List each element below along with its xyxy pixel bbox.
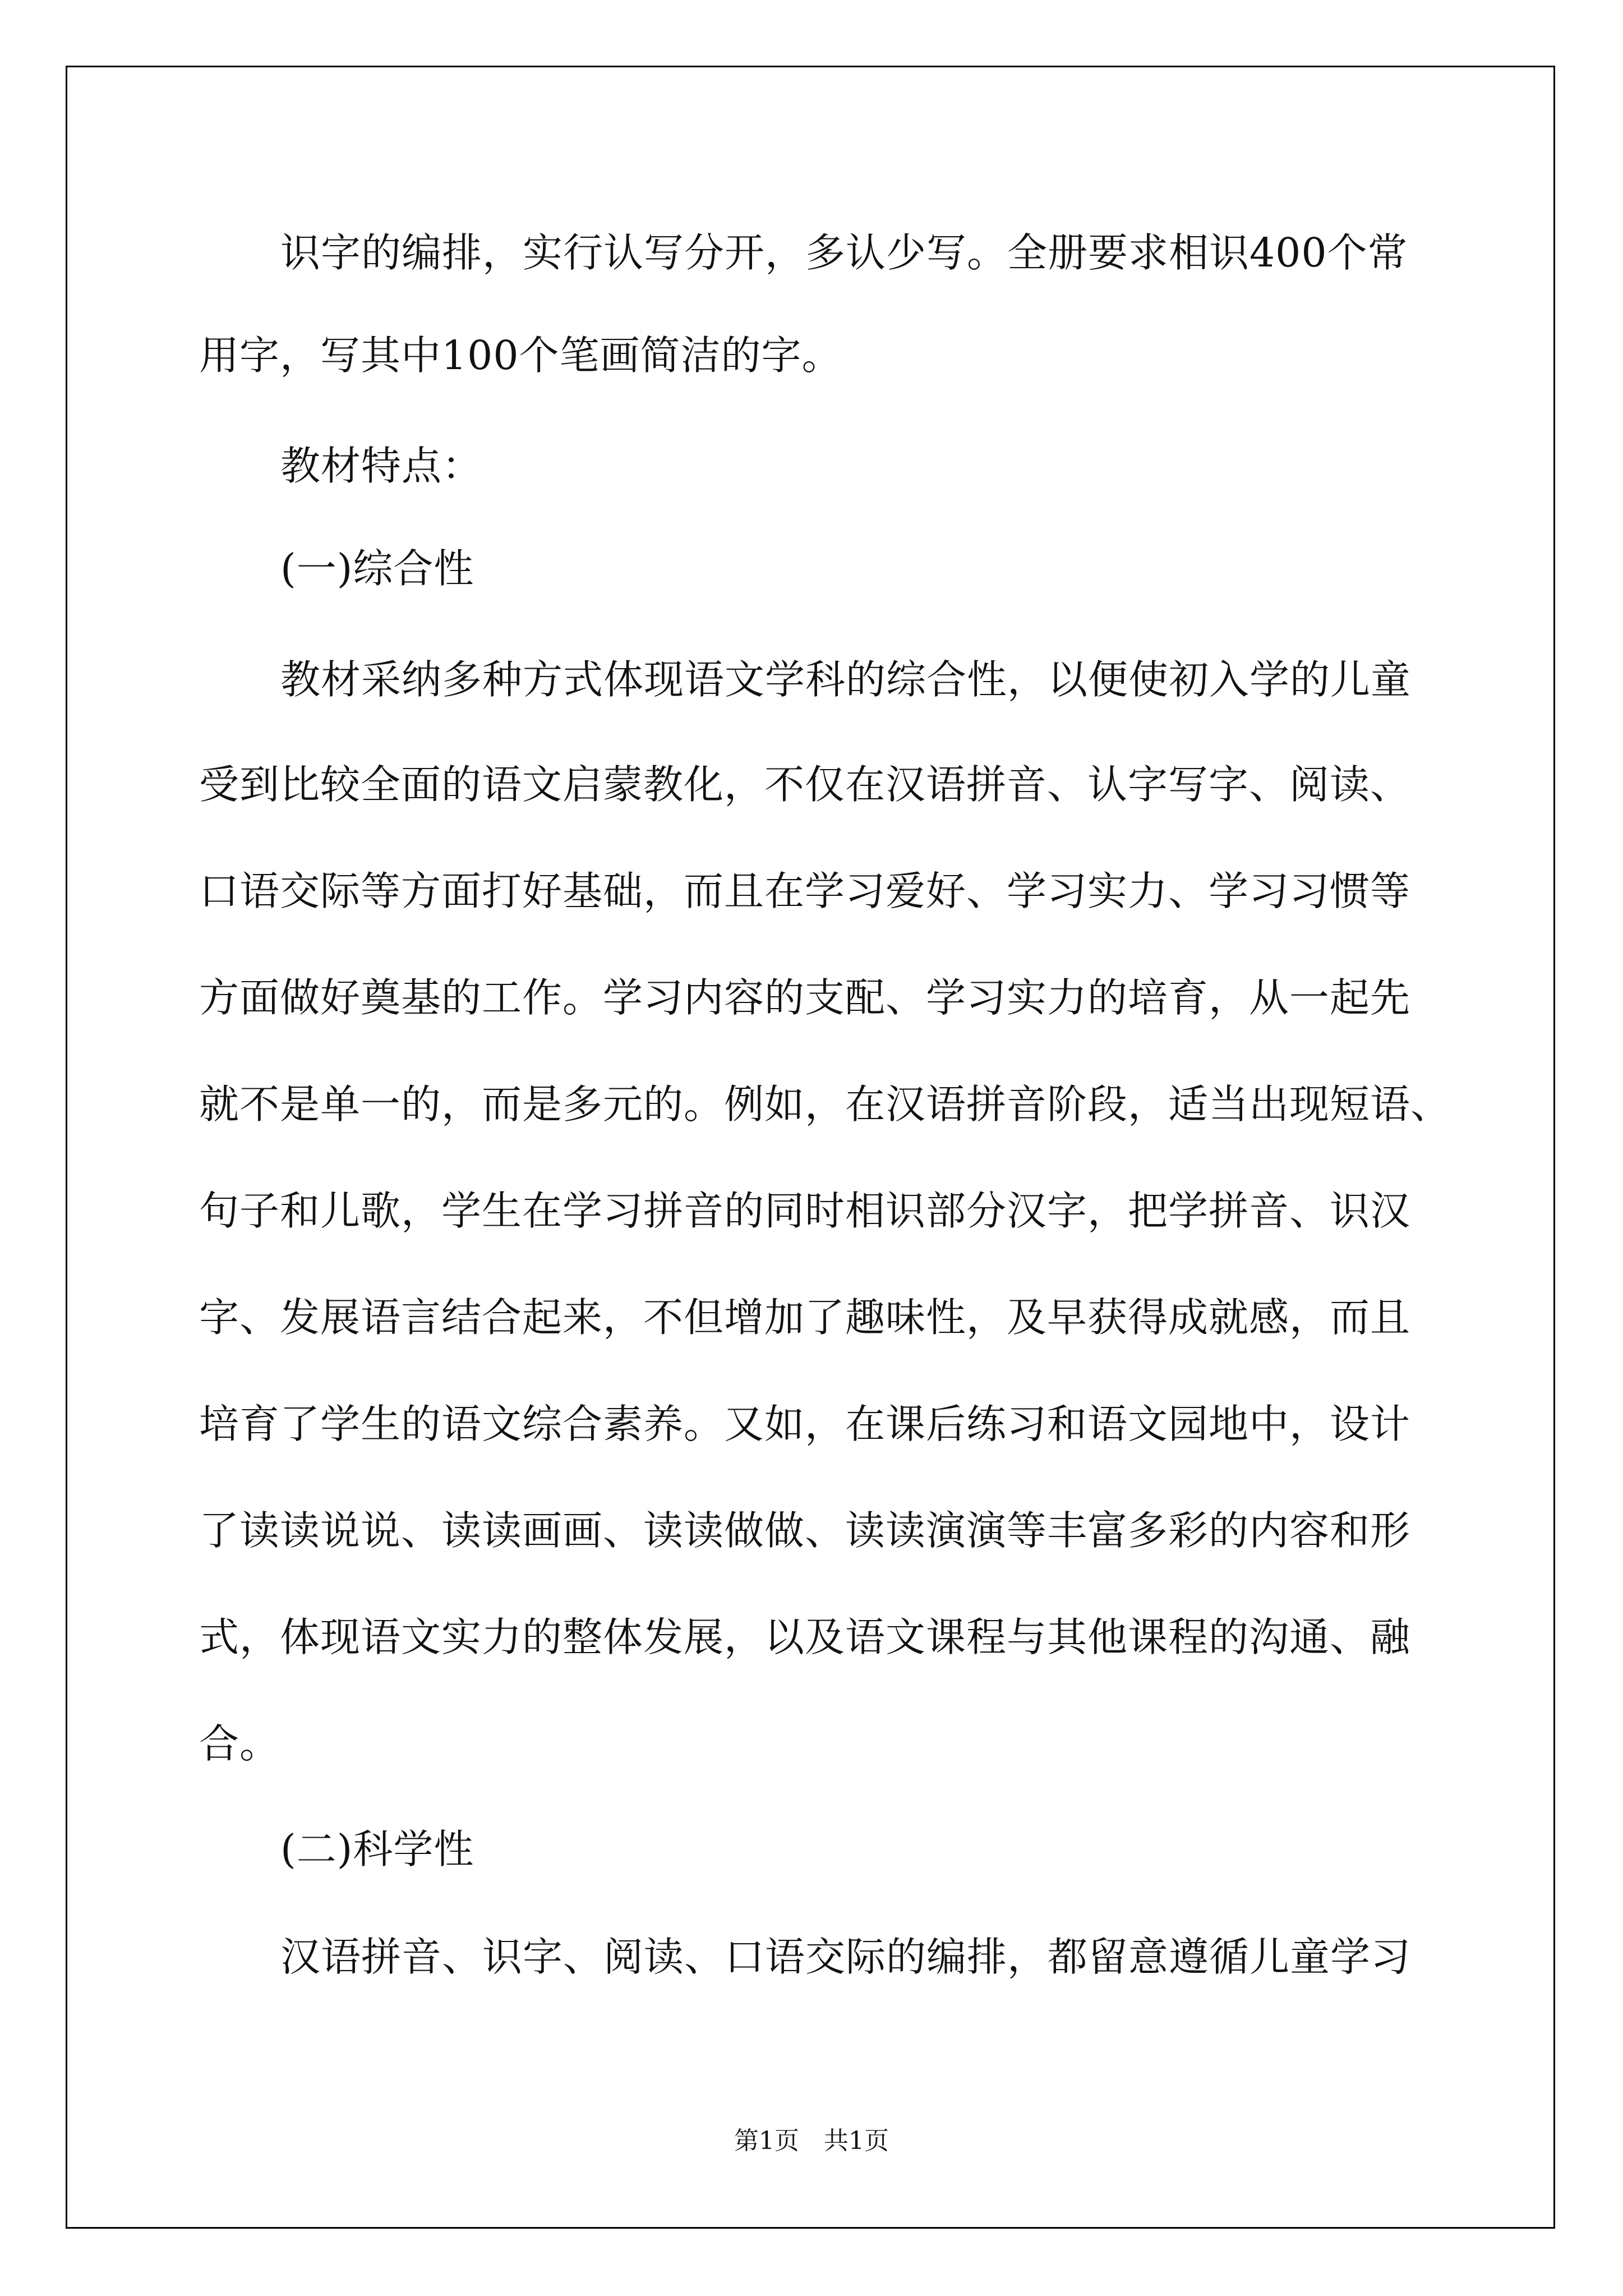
paragraph-line: 教材采纳多种方式体现语文学科的综合性，以便使初入学的儿童 [280,656,1412,703]
section-heading: (二)科学性 [280,1826,474,1872]
page-footer [0,2120,1623,2156]
page-border [66,66,1555,2229]
page-total: 共1页 [824,2127,889,2155]
paragraph-line: 就不是单一的，而是多元的。例如，在汉语拼音阶段，适当出现短语、 [199,1081,1451,1128]
paragraph-line: 培育了学生的语文综合素养。又如，在课后练习和语文园地中，设计 [199,1401,1411,1447]
paragraph-line: 受到比较全面的语文启蒙教化，不仅在汉语拼音、认字写字、阅读、 [199,761,1411,808]
page-number: 第1页 [734,2127,799,2155]
paragraph-line: 句子和儿歌，学生在学习拼音的同时相识部分汉字，把学拼音、识汉 [199,1188,1411,1234]
paragraph-line: 方面做好奠基的工作。学习内容的支配、学习实力的培育，从一起先 [199,974,1411,1021]
paragraph-line: 识字的编排，实行认写分开，多认少写。全册要求相识400个常 [280,229,1408,276]
paragraph-line: 式，体现语文实力的整体发展，以及语文课程与其他课程的沟通、融 [199,1614,1411,1660]
paragraph-line: 了读读说说、读读画画、读读做做、读读演演等丰富多彩的内容和形 [199,1507,1411,1554]
section-heading: (一)综合性 [280,545,474,592]
paragraph-line: 教材特点： [280,443,483,489]
paragraph-line: 用字，写其中100个笔画简洁的字。 [199,332,842,379]
paragraph-line: 汉语拼音、识字、阅读、口语交际的编排，都留意遵循儿童学习 [280,1934,1412,1980]
paragraph-line: 合。 [199,1720,280,1767]
paragraph-line: 口语交际等方面打好基础，而且在学习爱好、学习实力、学习习惯等 [199,868,1411,914]
paragraph-line: 字、发展语言结合起来，不但增加了趣味性，及早获得成就感，而且 [199,1294,1411,1341]
